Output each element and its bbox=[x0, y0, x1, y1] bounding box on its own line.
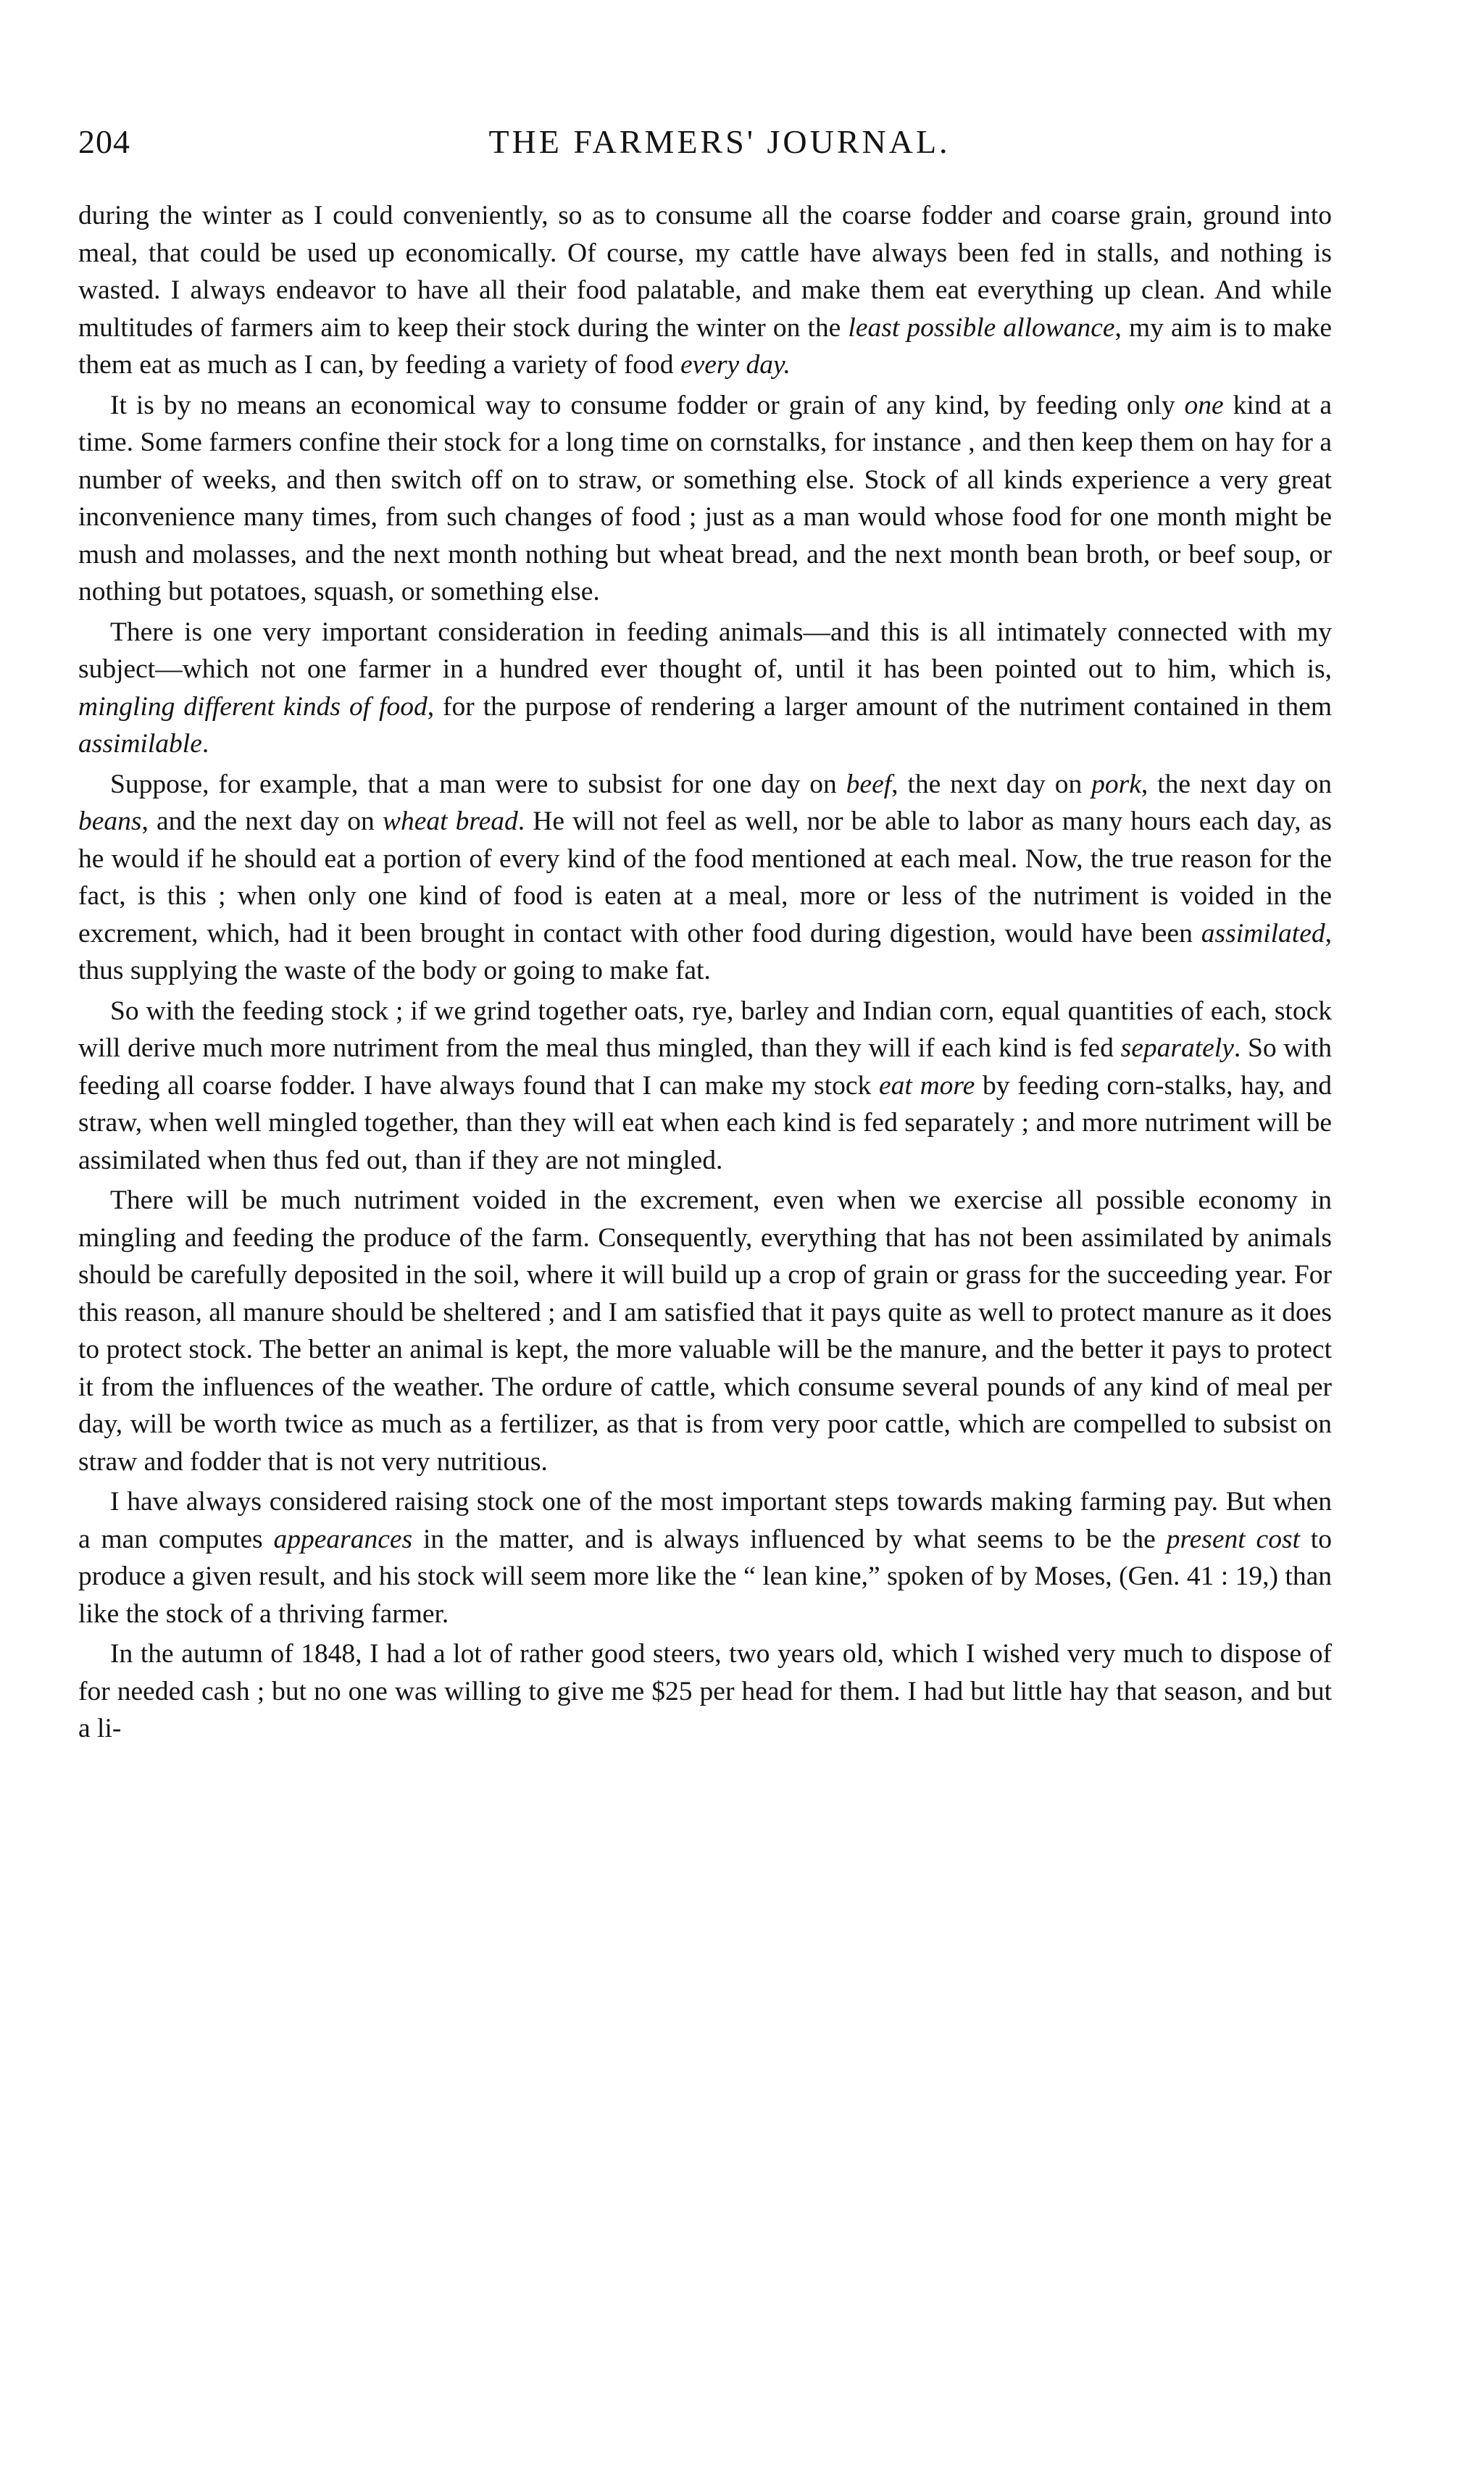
paragraph bbox=[78, 993, 1332, 1180]
paragraph bbox=[78, 197, 1332, 384]
paragraph bbox=[78, 614, 1332, 763]
text-run: kind at a time. Some farmers confine their stock for a long time on cornstalks, for instance , and then keep them on hay for a number of weeks, and then switch off on to straw, or something else. Stock of all kinds experience a very great inconvenience many times, from such changes of food ; just as a man would whose food for one month might be mush and molasses, and the next month nothing but wheat bread, and the next month bean broth, or beef soup, or nothing but potatoes, squash, or something else. bbox=[78, 390, 1332, 606]
text-run: There will be much nutriment voided in the excrement, even when we exercise all possible economy in mingling and feeding the produce of the farm. Consequently, everything that has not been assimilated by animals should be carefully deposited in the soil, where it will build up a crop of grain or grass for the succeeding year. For this reason, all manure should be sheltered ; and I am satisfied that it pays quite as well to protect manure as it does to protect stock. The better an animal is kept, the more valuable will be the manure, and the better it pays to protect it from the influences of the weather. The ordure of cattle, which consume several pounds of any kind of meal per day, will be worth twice as much as a fertilizer, as that is from very poor cattle, which are compelled to subsist on straw and fodder that is not very nutritious. bbox=[78, 1185, 1332, 1477]
page-number: 204 bbox=[78, 123, 130, 160]
italic-text: one bbox=[1184, 390, 1224, 420]
italic-text: mingling different kinds of food bbox=[78, 691, 428, 722]
paragraph bbox=[78, 1483, 1332, 1633]
paragraph bbox=[78, 1635, 1332, 1748]
text-run: , thus supplying the waste of the body or going to make fat. bbox=[78, 918, 1332, 985]
text-run: There is one very important consideration in feeding animals—and this is all intimately connected with my subject—which not one farmer in a hundred ever thought of, until it has been pointed out to him, which is, bbox=[78, 617, 1332, 684]
text-run: I have always considered raising stock one of the most important steps towards making farming pay. But when a man computes bbox=[78, 1487, 1332, 1554]
paragraph bbox=[78, 766, 1332, 990]
italic-text: least possible allowance bbox=[848, 312, 1115, 343]
paragraph bbox=[78, 1182, 1332, 1480]
text-run: , the next day on bbox=[891, 769, 1092, 799]
text-run: , for the purpose of rendering a larger amount of the nutriment contained in them bbox=[427, 691, 1332, 722]
text-run: by feeding corn-stalks, hay, and straw, when well mingled together, than they will eat when each kind is fed separately ; and more nutriment will be assimilated when thus fed out, than if they are not mingled. bbox=[78, 1070, 1333, 1175]
text-run: . bbox=[201, 729, 209, 759]
text-run: in the matter, and is always influenced by what seems to be the bbox=[412, 1524, 1167, 1554]
italic-text: pork bbox=[1091, 769, 1141, 799]
text-run: during the winter as I could conveniently, so as to consume all the coarse fodder and coarse grain, ground into meal, that could be used up economically. Of course, my cattle have always been fed in stalls, and nothing is wasted. I always endeavor to have all their food palatable, and make them eat everything up clean. And while multitudes of farmers aim to keep their stock during the winter on the bbox=[78, 201, 1332, 343]
paragraph bbox=[78, 387, 1332, 611]
text-run: Suppose, for example, that a man were to subsist for one day on bbox=[110, 769, 846, 799]
italic-text: wheat bread bbox=[382, 806, 518, 836]
text-run: , and the next day on bbox=[141, 806, 383, 836]
text-run: It is by no means an economical way to consume fodder or grain of any kind, by feeding only bbox=[110, 390, 1185, 420]
italic-text: beef bbox=[846, 769, 892, 799]
text-run: to produce a given result, and his stock will seem more like the “ lean kine,” spoken of by Moses, (Gen. 41 : 19,) than like the stock of a thriving farmer. bbox=[78, 1524, 1332, 1629]
italic-text: beans bbox=[78, 806, 142, 836]
italic-text: eat more bbox=[879, 1070, 975, 1101]
italic-text: appearances bbox=[273, 1524, 413, 1554]
text-run: , the next day on bbox=[1141, 769, 1332, 799]
text-run: In the autumn of 1848, I had a lot of rather good steers, two years old, which I wished very much to dispose of for needed cash ; but no one was willing to give me $25 per head for them. I had but little hay that season, and but a li- bbox=[78, 1639, 1332, 1743]
running-title: THE FARMERS' JOURNAL. bbox=[488, 123, 951, 160]
text-run: , my aim is to make them eat as much as I can, by feeding a variety of food bbox=[78, 312, 1332, 380]
italic-text: assimilated bbox=[1201, 918, 1325, 948]
text-run: . He will not feel as well, nor be able to labor as many hours each day, as he would if he should eat a portion of every kind of the food mentioned at each meal. Now, the true reason for the fact, is this ; when only one kind of food is eaten at a meal, more or less of the nutriment is voided in the excrement, which, had it been brought in contact with other food during digestion, would have been bbox=[78, 806, 1332, 948]
italic-text: present cost bbox=[1166, 1524, 1300, 1554]
text-run: . So with feeding all coarse fodder. I have always found that I can make my stock bbox=[78, 1033, 1332, 1101]
italic-text: every day. bbox=[680, 350, 791, 380]
italic-text: assimilable bbox=[78, 729, 202, 759]
italic-text: separately bbox=[1120, 1033, 1234, 1063]
page-header bbox=[78, 120, 1361, 164]
text-run: So with the feeding stock ; if we grind together oats, rye, barley and Indian corn, equal quantities of each, stock will derive much more nutriment from the meal thus mingled, than they will if each kind is fed bbox=[78, 996, 1332, 1063]
journal-page bbox=[78, 0, 1361, 2481]
article-body bbox=[78, 197, 1332, 1748]
